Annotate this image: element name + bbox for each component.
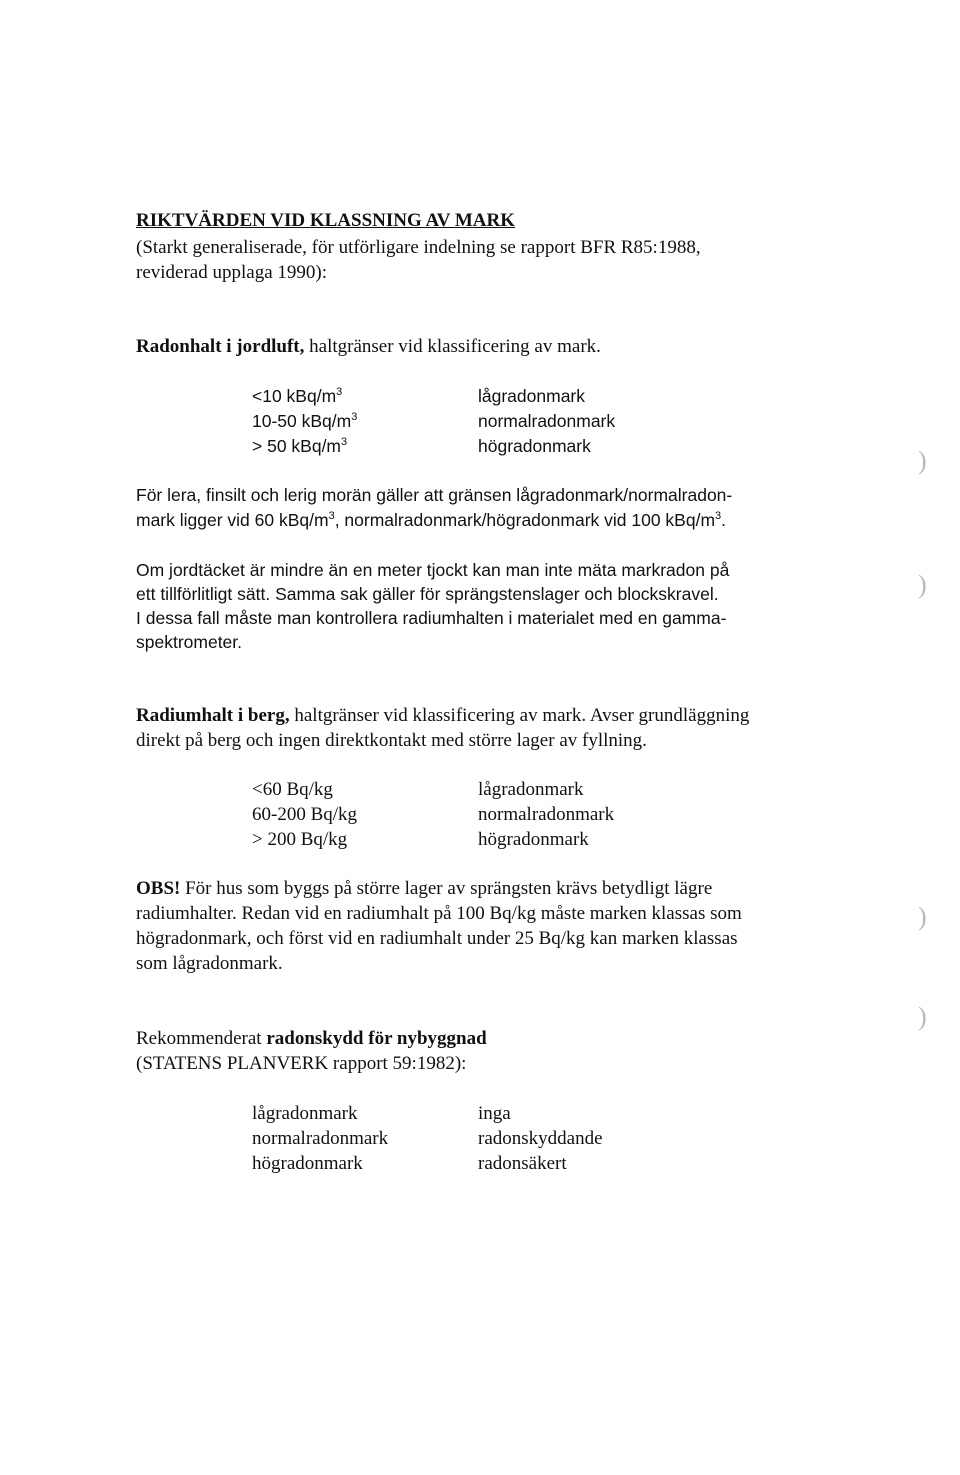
radon-limit bbox=[252, 409, 357, 433]
radium-rock-title-line: direkt på berg och ingen direktkontakt med större lager av fyllning. bbox=[136, 730, 647, 751]
obs-label: OBS! bbox=[136, 878, 181, 899]
recommend-protection: radonsäkert bbox=[478, 1153, 567, 1174]
binder-hole-mark: ) bbox=[918, 446, 927, 475]
clay-note-part: , normalradonmark/högradonmark vid 100 kBq/m bbox=[334, 510, 716, 530]
cover-note-line: ett tillförlitligt sätt. Samma sak gäller för sprängstenslager och blockskravel. bbox=[136, 584, 719, 604]
radium-class: lågradonmark bbox=[478, 779, 584, 800]
heading-note-line: reviderad upplaga 1990): bbox=[136, 262, 327, 283]
radium-class: normalradonmark bbox=[478, 804, 615, 825]
unit-superscript: 3 bbox=[328, 510, 335, 523]
clay-note-line: För lera, finsilt och lerig morän gäller att gränsen lågradonmark/normalradon- bbox=[136, 485, 733, 505]
binder-hole-mark: ) bbox=[918, 570, 927, 599]
clay-note-line bbox=[136, 508, 726, 532]
obs-line: radiumhalter. Redan vid en radiumhalt på 100 Bq/kg måste marken klassas som bbox=[136, 903, 742, 924]
page-heading: RIKTVÄRDEN VID KLASSNING AV MARK bbox=[136, 210, 516, 231]
recommend-class: lågradonmark bbox=[252, 1103, 358, 1124]
recommend-source: (STATENS PLANVERK rapport 59:1982): bbox=[136, 1053, 467, 1074]
radon-class: lågradonmark bbox=[478, 386, 585, 406]
cover-note-line: Om jordtäcket är mindre än en meter tjockt kan man inte mäta markradon på bbox=[136, 560, 730, 580]
unit-superscript: 3 bbox=[341, 436, 348, 449]
obs-line bbox=[136, 877, 712, 901]
radium-rock-title bbox=[136, 704, 749, 728]
radium-limit: 60-200 Bq/kg bbox=[252, 804, 358, 825]
recommend-protection: radonskyddande bbox=[478, 1128, 603, 1149]
obs-line: som lågradonmark. bbox=[136, 953, 283, 974]
recommend-bold: radonskydd för nybyggnad bbox=[266, 1028, 487, 1049]
radon-limit-value: <10 kBq/m bbox=[252, 386, 337, 406]
recommend-prefix: Rekommenderat bbox=[136, 1028, 267, 1049]
clay-note-part: mark ligger vid 60 kBq/m bbox=[136, 510, 329, 530]
radon-limit bbox=[252, 434, 347, 458]
binder-hole-mark: ) bbox=[918, 1002, 927, 1031]
radon-soil-title bbox=[136, 335, 601, 359]
radium-rock-title-bold: Radiumhalt i berg, bbox=[136, 705, 290, 726]
binder-hole-mark: ) bbox=[918, 902, 927, 931]
unit-superscript: 3 bbox=[715, 510, 722, 523]
radon-limit-value: 10-50 kBq/m bbox=[252, 411, 352, 431]
unit-superscript: 3 bbox=[336, 386, 343, 399]
obs-text: För hus som byggs på större lager av sprängsten krävs betydligt lägre bbox=[180, 878, 713, 899]
cover-note-line: spektrometer. bbox=[136, 632, 243, 652]
radium-limit: <60 Bq/kg bbox=[252, 779, 333, 800]
clay-note-part: . bbox=[721, 510, 727, 530]
radon-soil-title-bold: Radonhalt i jordluft, bbox=[136, 336, 305, 357]
radon-soil-title-rest: haltgränser vid klassificering av mark. bbox=[304, 336, 601, 357]
cover-note-line: I dessa fall måste man kontrollera radiumhalten i materialet med en gamma- bbox=[136, 608, 727, 628]
heading-note-line: (Starkt generaliserade, för utförligare indelning se rapport BFR R85:1988, bbox=[136, 237, 701, 258]
unit-superscript: 3 bbox=[351, 411, 358, 424]
radium-class: högradonmark bbox=[478, 829, 589, 850]
radium-limit: > 200 Bq/kg bbox=[252, 829, 348, 850]
radon-class: högradonmark bbox=[478, 436, 591, 456]
recommend-class: högradonmark bbox=[252, 1153, 363, 1174]
recommend-title bbox=[136, 1027, 487, 1051]
radon-class: normalradonmark bbox=[478, 411, 616, 431]
radium-rock-title-rest: haltgränser vid klassificering av mark. Avser grundläggning bbox=[289, 705, 750, 726]
radon-limit-value: > 50 kBq/m bbox=[252, 436, 342, 456]
radon-limit bbox=[252, 384, 342, 408]
recommend-protection: inga bbox=[478, 1103, 511, 1124]
recommend-class: normalradonmark bbox=[252, 1128, 389, 1149]
obs-line: högradonmark, och först vid en radiumhalt under 25 Bq/kg kan marken klassas bbox=[136, 928, 738, 949]
